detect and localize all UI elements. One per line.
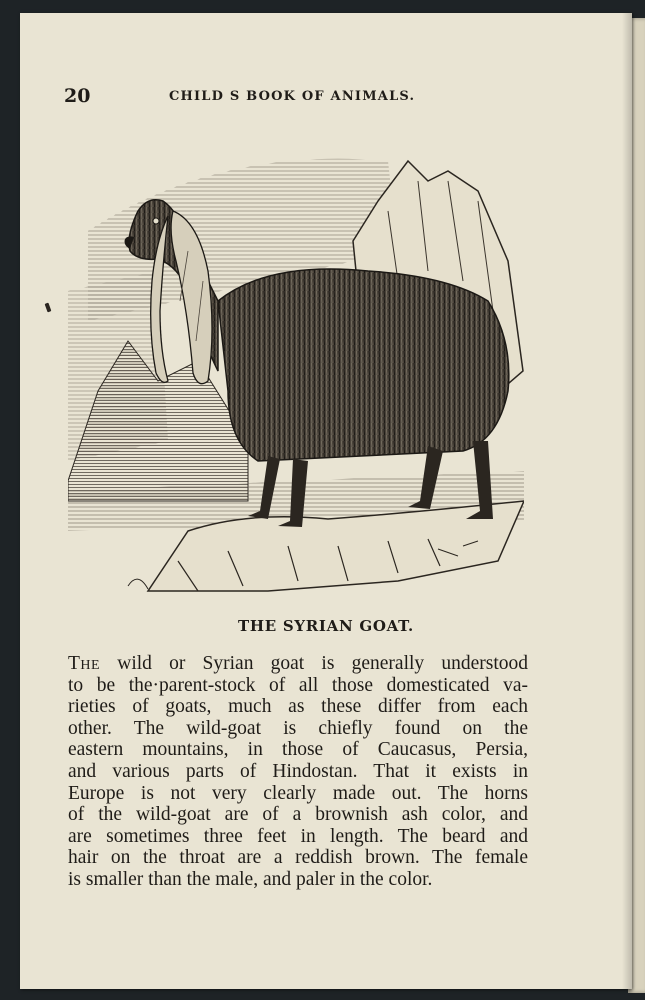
- body-line: hair on the throat are a reddish brown. The female: [68, 847, 528, 869]
- body-line: eastern mountains, in those of Caucasus, Persia,: [68, 739, 528, 761]
- body-paragraph: [68, 653, 528, 891]
- goat-engraving: [68, 141, 524, 601]
- body-line: [68, 653, 528, 675]
- body-line: other. The wild-goat is chiefly found on the: [68, 717, 528, 739]
- body-line: rieties of goats, much as these differ from each: [68, 696, 528, 718]
- ink-speck: [45, 303, 52, 313]
- drop-word: The: [68, 653, 101, 674]
- page-header: [64, 85, 584, 109]
- body-line: and various parts of Hindostan. That it exists in: [68, 760, 528, 782]
- book-page: [20, 13, 632, 989]
- body-line: of the wild-goat are of a brownish ash color, and: [68, 804, 528, 826]
- body-line: are sometimes three feet in length. The beard and: [68, 825, 528, 847]
- body-line: Europe is not very clearly made out. The horns: [68, 782, 528, 804]
- body-line: is smaller than the male, and paler in the color.: [68, 868, 433, 890]
- page-number: 20: [64, 85, 91, 107]
- body-line: to be the·parent-stock of all those domesticated va-: [68, 674, 528, 696]
- body-line-text: wild or Syrian goat is generally understood: [100, 653, 528, 674]
- page-gutter-shadow: [622, 13, 632, 989]
- illustration-caption: THE SYRIAN GOAT.: [238, 617, 414, 635]
- running-title: CHILD S BOOK OF ANIMALS.: [169, 89, 416, 104]
